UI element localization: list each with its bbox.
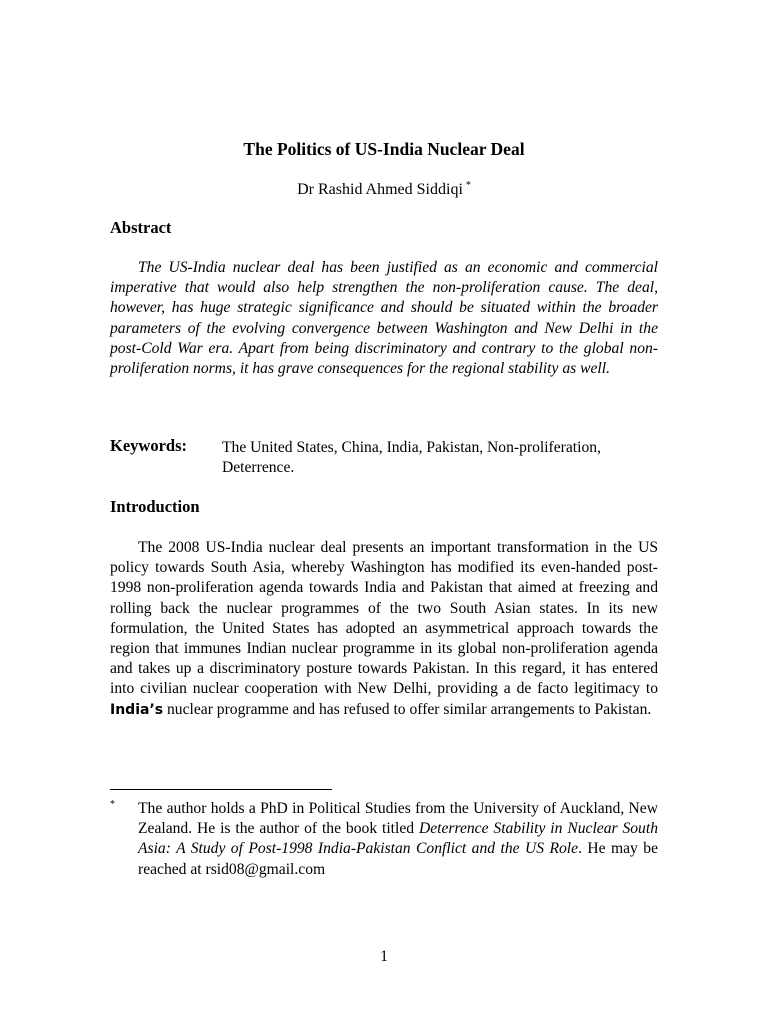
footnote-divider (110, 789, 332, 790)
abstract-heading: Abstract (110, 218, 172, 237)
keywords-text: The United States, China, India, Pakistan, Non-proliferation, Deterrence. (222, 439, 601, 476)
footnote-text-part-1: The author holds a PhD in Political Studies from the University of Auckland, New Zealand. He is the author of the book titled (138, 800, 658, 838)
author-line (110, 176, 658, 200)
introduction-emphasis: India’s (110, 701, 164, 718)
page-number: 1 (380, 948, 388, 965)
keywords-label: Keywords: (110, 436, 187, 455)
introduction-text-part-2: nuclear programme and has refused to offer similar arrangements to Pakistan. (163, 700, 652, 718)
footnote (110, 799, 658, 880)
footnote-book-title: Deterrence Stability in Nuclear South Asia: A Study of Post-1998 India-Pakistan Conflict and the US Role (138, 820, 658, 858)
introduction-text-part-1: The 2008 US-India nuclear deal presents an important transformation in the US policy towards South Asia, whereby Washington has modified its even-handed post-1998 non-proliferation agenda towards India and Pakistan that aimed at freezing and rolling back the nuclear programmes of the two South Asian states. In its new formulation, the United States has adopted an asymmetrical approach towards the region that immunes Indian nuclear programme in its global non-proliferation agenda and takes up a discriminatory posture towards Pakistan. In this regard, it has entered into civilian nuclear cooperation with New Delhi, providing a de facto legitimacy to (110, 539, 658, 698)
author-name: Dr Rashid Ahmed Siddiqi (297, 181, 463, 198)
footnote-text-part-2: . He may be reached at rsid08@gmail.com (138, 840, 658, 878)
introduction-heading: Introduction (110, 497, 200, 516)
footnote-marker: * (110, 799, 115, 810)
introduction-paragraph (110, 538, 658, 720)
author-footnote-marker: * (465, 180, 471, 191)
footnote-text (138, 799, 658, 880)
abstract-text: The US-India nuclear deal has been justified as an economic and commercial imperative that would also help strengthen the non-proliferation cause. The deal, however, has huge strategic significance and should be situated within the broader parameters of the evolving convergence between Washington and New Delhi in the post-Cold War era. Apart from being discriminatory and contrary to the global non-proliferation norms, it has grave consequences for the regional stability as well. (110, 259, 658, 378)
paper-title: The Politics of US-India Nuclear Deal (243, 139, 525, 159)
